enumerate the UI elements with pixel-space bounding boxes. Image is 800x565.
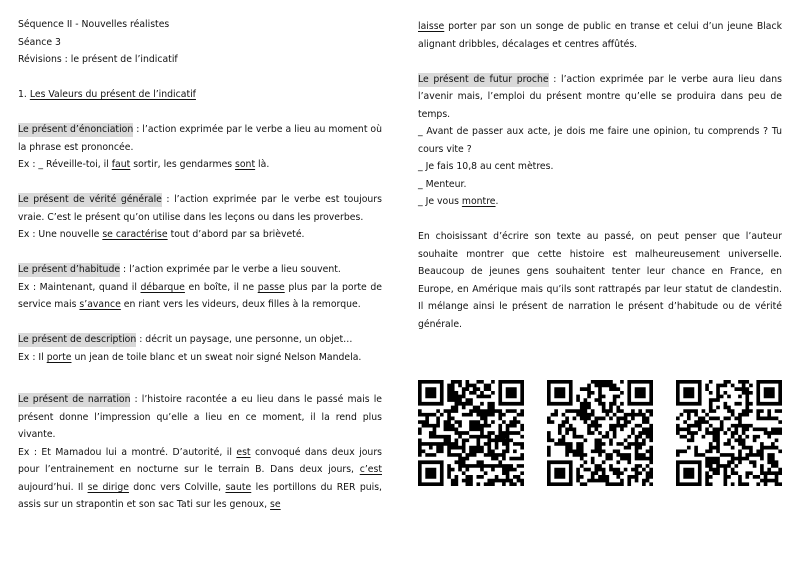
text-run: un jean de toile blanc et un sweat noir signé Nelson Mandela. xyxy=(71,351,362,363)
paragraph xyxy=(418,71,782,124)
text-run: Ex : Et Mamadou lui a montré. D’autorité, il xyxy=(18,446,237,458)
text-block xyxy=(418,71,782,211)
text-run: sortir, les gendarmes xyxy=(130,159,236,170)
paragraph xyxy=(18,191,382,226)
text-block xyxy=(418,18,782,53)
paragraph xyxy=(18,261,382,279)
text-block xyxy=(18,391,382,514)
underlined-verb: se caractérise xyxy=(102,229,168,240)
underlined-verb: faut xyxy=(111,159,131,170)
paragraph xyxy=(418,193,782,211)
text-run: En choisissant d’écrire son texte au passé, on peut penser que l’auteur souhaite montrer que cette histoire est malheureusement universelle. Beaucoup de jeunes gens souhaitent tenter leur chance en France, en Europe, en Amérique mais qu’ils sont rattrapés par leur statut de clandestin. Il mélange ainsi le présent de narration le présent d’habitude ou de vérité générale. xyxy=(418,231,782,330)
highlighted-term: Le présent de description xyxy=(18,334,137,345)
right-column xyxy=(418,18,782,351)
text-run: _ Avant de passer aux acte, je dois me faire une opinion, tu comprends ? Tu cours vite ? xyxy=(418,126,782,155)
paragraph xyxy=(418,228,782,333)
text-block xyxy=(18,191,382,244)
text-run: là. xyxy=(255,159,270,170)
paragraph xyxy=(18,391,382,444)
paragraph xyxy=(418,176,782,194)
paragraph xyxy=(18,279,382,314)
underlined-verb: porte xyxy=(46,351,72,363)
paragraph xyxy=(418,123,782,158)
text-run: _ Menteur. xyxy=(418,178,467,190)
underlined-verb: laisse xyxy=(418,21,445,32)
text-block xyxy=(18,261,382,314)
underlined-verb: s’avance xyxy=(79,299,121,310)
underlined-verb: est xyxy=(236,446,251,458)
paragraph xyxy=(18,331,382,349)
underlined-verb: Les Valeurs du présent de l’indicatif xyxy=(29,89,196,100)
underlined-verb: montre xyxy=(461,196,496,207)
highlighted-term: Le présent de narration xyxy=(18,394,131,405)
qr-code-icon[interactable] xyxy=(547,380,653,486)
text-run: aujourd’hui. Il xyxy=(18,481,88,493)
paragraph xyxy=(18,34,382,52)
text-run: Révisions : le présent de l’indicatif xyxy=(18,54,178,65)
text-run: : l’action exprimée par le verbe aura lieu dans l’avenir mais, l’emploi du présent montre qu’elle se produira dans peu de temps. xyxy=(418,73,782,120)
text-run: tout d’abord par sa brièveté. xyxy=(167,229,305,240)
underlined-verb: se xyxy=(270,499,281,510)
text-run: donc vers Colville, xyxy=(128,481,226,493)
text-run: les portillons du RER puis, assis sur un strapontin et son sac Tati sur les genoux, xyxy=(18,481,383,510)
text-run: _ Je fais 10,8 au cent mètres. xyxy=(418,161,554,172)
text-run: Séance 3 xyxy=(18,36,61,48)
text-block xyxy=(418,228,782,333)
underlined-verb: passe xyxy=(257,281,285,293)
highlighted-term: Le présent de futur proche xyxy=(418,73,549,85)
text-block xyxy=(18,121,382,174)
underlined-verb: sont xyxy=(235,159,256,170)
text-run: plus par la porte de service mais xyxy=(18,281,382,310)
text-run: porter par son un songe de public en transe et celui d’un jeune Black alignant dribbles, décalages et centres affûtés. xyxy=(418,21,782,50)
underlined-verb: débarque xyxy=(140,281,185,293)
text-block xyxy=(18,16,382,69)
text-run: en boîte, il ne xyxy=(184,281,258,293)
paragraph xyxy=(18,16,382,34)
text-run: convoqué dans deux jours pour l’entrainement en nocturne sur le terrain B. Dans deux jours, xyxy=(18,446,382,475)
text-run: : l’histoire racontée a eu lieu dans le passé mais le présent donne l’impression qu’elle a lieu en ce moment, il la rend plus vivante. xyxy=(18,394,382,440)
text-run: : l’action exprimée par le verbe est toujours vraie. C’est le présent qu’on utilise dans les leçons ou dans les proverbes. xyxy=(18,194,382,223)
left-column xyxy=(18,16,382,531)
paragraph xyxy=(18,156,382,174)
text-run: Ex : _ Réveille-toi, il xyxy=(18,159,112,170)
paragraph xyxy=(18,349,382,367)
underlined-verb: se dirige xyxy=(87,481,129,493)
underlined-verb: saute xyxy=(225,481,252,493)
text-run: Ex : Une nouvelle xyxy=(18,229,103,240)
highlighted-term: Le présent d’habitude xyxy=(18,264,121,275)
paragraph xyxy=(418,18,782,53)
text-run: : l’action exprimée par le verbe a lieu au moment où la phrase est prononcée. xyxy=(18,124,382,153)
text-run: en riant vers les videurs, deux filles à la remorque. xyxy=(120,299,361,310)
text-run: 1. xyxy=(18,89,30,100)
text-run: . xyxy=(495,196,499,207)
paragraph xyxy=(18,86,382,104)
text-run: Ex : Il xyxy=(18,351,47,363)
text-run: : décrit un paysage, une personne, un objet… xyxy=(136,334,353,345)
text-run: Ex : Maintenant, quand il xyxy=(18,281,141,293)
paragraph xyxy=(418,158,782,176)
paragraph xyxy=(18,51,382,69)
text-run: Séquence II - Nouvelles réalistes xyxy=(18,19,170,30)
qr-code-icon[interactable] xyxy=(418,380,524,486)
paragraph xyxy=(18,121,382,156)
text-block xyxy=(18,331,382,366)
underlined-verb: c’est xyxy=(359,464,382,475)
text-block xyxy=(18,86,382,104)
highlighted-term: Le présent de vérité générale xyxy=(18,194,162,205)
qr-code-icon[interactable] xyxy=(676,380,782,486)
paragraph xyxy=(18,444,382,514)
text-run: : l’action exprimée par le verbe a lieu souvent. xyxy=(120,264,341,275)
highlighted-term: Le présent d’énonciation xyxy=(18,124,134,135)
paragraph xyxy=(18,226,382,244)
text-run: _ Je vous xyxy=(418,196,462,207)
qr-code-row xyxy=(418,380,782,486)
